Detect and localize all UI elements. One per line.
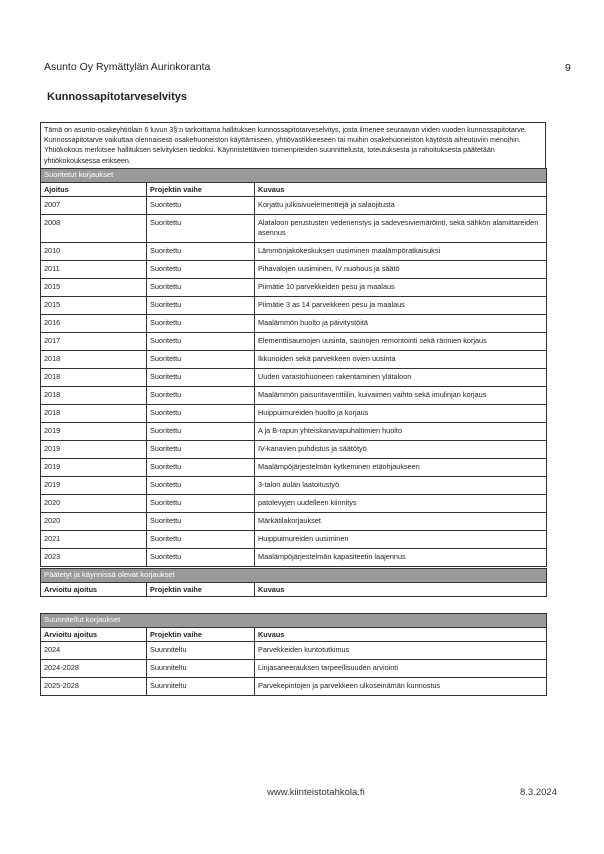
table-row [41, 215, 547, 243]
table-cell: Suoritettu [147, 531, 255, 549]
table-row [41, 405, 547, 423]
column-header: Projektin vaihe [147, 628, 255, 642]
table-row [41, 423, 547, 441]
table-cell: Maalämpöjärjestelmän kytkeminen etäohjaukseen [255, 459, 547, 477]
table-cell: 2007 [41, 197, 147, 215]
column-header: Kuvaus [255, 628, 547, 642]
table-row [41, 297, 547, 315]
table-cell: Parvekepintojen ja parvekkeen ulkoseinämän kunnostus [255, 678, 547, 696]
table-cell: 2018 [41, 387, 147, 405]
table-row [41, 333, 547, 351]
table-cell: Suunniteltu [147, 660, 255, 678]
table-cell: Suunniteltu [147, 678, 255, 696]
table-cell: 2018 [41, 369, 147, 387]
table-cell: Suoritettu [147, 215, 255, 243]
table-cell: IV-kanavien puhdistus ja säätötyö [255, 441, 547, 459]
table-row [41, 441, 547, 459]
column-header-row [41, 183, 547, 197]
table-row [41, 387, 547, 405]
table-cell: Maalämpöjärjestelmän kapasiteetin laajennus [255, 549, 547, 567]
table-row [41, 459, 547, 477]
table-cell: Märkätilakorjaukset [255, 513, 547, 531]
table-row [41, 243, 547, 261]
column-header: Projektin vaihe [147, 583, 255, 597]
table-cell: 2020 [41, 513, 147, 531]
table-cell: 2010 [41, 243, 147, 261]
table-row [41, 369, 547, 387]
table-cell: Suoritettu [147, 387, 255, 405]
table-row [41, 531, 547, 549]
table-cell: 2023 [41, 549, 147, 567]
table-cell: Piimätie 3 as 14 parvekkeen pesu ja maalaus [255, 297, 547, 315]
table-row [41, 513, 547, 531]
table-cell: Lämmönjakokeskuksen uusiminen maalämpöratkaisuksi [255, 243, 547, 261]
table-cell: 2019 [41, 423, 147, 441]
table-cell: Suoritettu [147, 495, 255, 513]
table-row [41, 495, 547, 513]
company-name: Asunto Oy Rymättylän Aurinkoranta [44, 61, 211, 73]
table-cell: Suoritettu [147, 441, 255, 459]
table-cell: Suoritettu [147, 405, 255, 423]
table-row [41, 351, 547, 369]
table-cell: 2020 [41, 495, 147, 513]
table-cell: 2024 [41, 642, 147, 660]
table-row [41, 642, 547, 660]
table-cell: Suoritettu [147, 423, 255, 441]
table-cell: Ikkunoiden sekä parvekkeen ovien uusinta [255, 351, 547, 369]
completed-heading: Suoritetut korjaukset [41, 169, 547, 183]
column-header: Ajoitus [41, 183, 147, 197]
completed-repairs-table [40, 168, 547, 567]
column-header: Arvioitu ajoitus [41, 628, 147, 642]
table-cell: Maalämmön paisuntaventtiilin, kuivaimen vaihto sekä imulinjan korjaus [255, 387, 547, 405]
table-row [41, 197, 547, 215]
table-cell: Piimätie 10 parvekkeiden pesu ja maalaus [255, 279, 547, 297]
ongoing-heading: Päätetyt ja käynnissä olevat korjaukset [41, 569, 547, 583]
section-header [41, 169, 547, 183]
page-number: 9 [565, 62, 571, 74]
planned-heading: Suunnitellut korjaukset [41, 614, 547, 628]
table-row [41, 279, 547, 297]
footer-date: 8.3.2024 [520, 787, 557, 798]
column-header: Kuvaus [255, 583, 547, 597]
column-header: Kuvaus [255, 183, 547, 197]
table-cell: 2019 [41, 441, 147, 459]
table-cell: Maalämmön huolto ja päivitystöitä [255, 315, 547, 333]
table-cell: Suunniteltu [147, 642, 255, 660]
column-header: Arvioitu ajoitus [41, 583, 147, 597]
table-cell: Suoritettu [147, 243, 255, 261]
table-cell: Linjasaneerauksen tarpeellisuuden arviointi [255, 660, 547, 678]
table-cell: 2019 [41, 477, 147, 495]
table-cell: 2025-2028 [41, 678, 147, 696]
planned-repairs-table [40, 613, 547, 696]
table-cell: Parvekkeiden kuntotutkimus [255, 642, 547, 660]
table-cell: 2021 [41, 531, 147, 549]
table-cell: Korjattu julkisivuelementtejä ja salaojitusta [255, 197, 547, 215]
table-cell: Suoritettu [147, 351, 255, 369]
table-cell: Suoritettu [147, 315, 255, 333]
table-cell: Huippuimureiden huolto ja korjaus [255, 405, 547, 423]
table-cell: 2024-2028 [41, 660, 147, 678]
ongoing-repairs-table [40, 568, 547, 597]
table-row [41, 261, 547, 279]
table-cell: Suoritettu [147, 279, 255, 297]
table-cell: Suoritettu [147, 477, 255, 495]
column-header-row [41, 583, 547, 597]
table-cell: 3-talon aulan laatoitustyö [255, 477, 547, 495]
table-row [41, 477, 547, 495]
table-cell: Alataloon perustusten vedeneristys ja sadevesiviemäröinti, sekä sähkön alamittareiden asennus [255, 215, 547, 243]
table-cell: Suoritettu [147, 369, 255, 387]
table-row [41, 549, 547, 567]
table-row [41, 678, 547, 696]
table-cell: Suoritettu [147, 513, 255, 531]
intro-paragraph: Tämä on asunto-osakeyhtiölain 6 luvun 3§:n tarkoittama hallituksen kunnossapitotarveselvitys, josta ilmenee seuraavan viiden vuoden kunnossapitotarve. Kunnossapitotarve vaikuttaa olennaisesti osakehuoneiston käyttämiseen, yhtiövastikkeeseen tai muihin osakehuoneiston käytöstä aiheutuviin menoihin. Yhtiökokous merkitsee hallituksen selvityksen tiedoksi. Käynnistettävien toimenpiteiden suunnittelusta, toteutuksesta ja rahoituksesta päätetään yhtiökokouksessa erikseen. [40, 122, 546, 168]
table-cell: 2015 [41, 297, 147, 315]
table-cell: 2018 [41, 405, 147, 423]
table-cell: Pihavalojen uusiminen, IV nuohous ja säätö [255, 261, 547, 279]
table-cell: 2019 [41, 459, 147, 477]
table-cell: A ja B-rapun yhteiskanavapuhaltimien huolto [255, 423, 547, 441]
table-row [41, 660, 547, 678]
table-cell: Huippuimureiden uusiminen [255, 531, 547, 549]
table-cell: Uuden varastohuoneen rakentaminen ylätaloon [255, 369, 547, 387]
table-cell: Suoritettu [147, 197, 255, 215]
table-cell: 2011 [41, 261, 147, 279]
column-header: Projektin vaihe [147, 183, 255, 197]
table-cell: Suoritettu [147, 333, 255, 351]
table-cell: Suoritettu [147, 459, 255, 477]
table-cell: Suoritettu [147, 297, 255, 315]
table-cell: patolevyjen uudelleen kiinnitys [255, 495, 547, 513]
page-title: Kunnossapitotarveselvitys [47, 91, 187, 103]
table-row [41, 315, 547, 333]
table-cell: 2017 [41, 333, 147, 351]
table-cell: Suoritettu [147, 549, 255, 567]
table-cell: 2016 [41, 315, 147, 333]
section-header [41, 614, 547, 628]
table-cell: 2008 [41, 215, 147, 243]
table-cell: Suoritettu [147, 261, 255, 279]
table-cell: 2015 [41, 279, 147, 297]
column-header-row [41, 628, 547, 642]
table-cell: 2018 [41, 351, 147, 369]
section-header [41, 569, 547, 583]
footer-website: www.kiinteistotahkola.fi [267, 787, 365, 798]
table-cell: Elementtisaumojen uusinta, saunojen remontointi sekä rännien korjaus [255, 333, 547, 351]
